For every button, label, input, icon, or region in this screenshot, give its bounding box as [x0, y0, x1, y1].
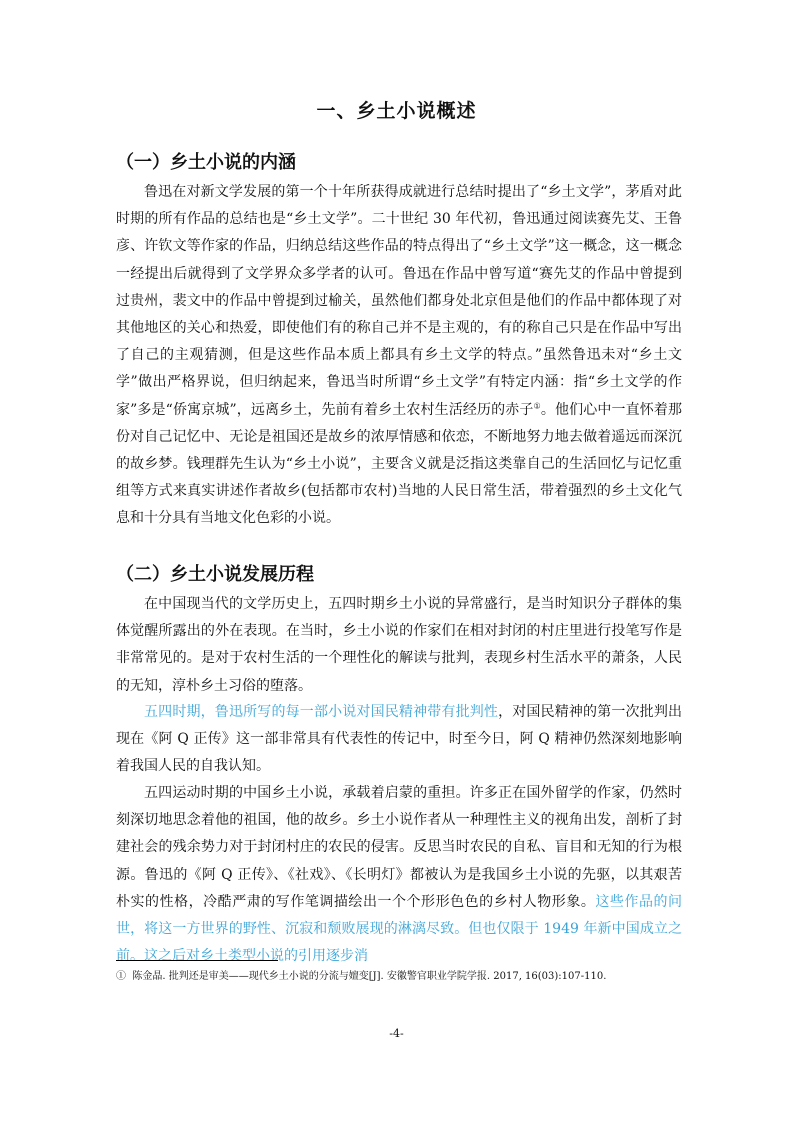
footnote-reference[interactable]: ① [533, 400, 541, 410]
paragraph-3-highlight: 五四时期，鲁迅所写的每一部小说对国民精神带有批判性 [144, 704, 499, 720]
paragraph-2-text: 在中国现当代的文学历史上，五四时期乡土小说的异常盛行，是当时知识分子群体的集体觉醒所露出的外在表现。在当时，乡土小说的作家们在相对封闭的村庄里进行投笔写作是非常常见的。是对于农村生活的一个理性化的解读与批判，表现乡村生活水平的萧条，人民的无知，淳朴乡土习俗的堕落。 [116, 596, 682, 694]
paragraph-4-highlight: 这些作品的问世，将这一方世界的野性、沉寂和颓败展现的淋漓尽致。但也仅限于 1949 年新中国成立之前。这之后对乡土类型小说的引用逐步消 [116, 893, 683, 965]
footnote-divider [116, 960, 278, 961]
page-number: -4- [389, 1027, 404, 1040]
paragraph-2 [116, 591, 682, 700]
paragraph-3-text: ，对国民精神的第一次批判出现在《阿 Q 正传》这一部非常具有代表性的传记中，时至今日，阿 Q 精神仍然深刻地影响着我国人民的自我认知。 [116, 704, 683, 775]
footnote-mark: ① [116, 971, 126, 982]
section-heading-2: （二）乡土小说发展历程 [116, 564, 314, 585]
footnote [116, 970, 696, 984]
footnote-text: 陈金晶. 批判还是审美——现代乡土小说的分流与嬗变[J]. 安徽警官职业学院学报. 2017, 16(03):107-110. [132, 971, 607, 982]
paragraph-1-text-b: 。他们心中一直怀着那份对自己记忆中、无论是祖国还是故乡的浓厚情感和依恋，不断地努力地去做着遥远而深沉的故乡梦。钱理群先生认为“乡土小说”，主要含义就是泛指这类靠自己的生活回忆与记忆重组等方式来真实讲述作者故乡(包括都市农村)当地的人民日常生活，带着强烈的乡土文化气息和十分具有当地文化色彩的小说。 [116, 401, 683, 527]
page-title: 一、乡土小说概述 [316, 100, 477, 122]
paragraph-3 [116, 699, 682, 781]
paragraph-4 [116, 780, 682, 970]
section-heading-1: （一）乡土小说的内涵 [116, 152, 296, 173]
paragraph-1-text-a: 鲁迅在对新文学发展的第一个十年所获得成就进行总结时提出了“乡土文学”，茅盾对此时期的所有作品的总结也是“乡土文学”。二十世纪 30 年代初，鲁迅通过阅读赛先艾、王鲁彦、许钦文等作家的作品，归纳总结这些作品的特点得出了“乡土文学”这一概念，这一概念一经提出后就得到了文学界众多学者的认可。鲁迅在作品中曾写道“赛先艾的作品中曾提到过贵州，裴文中的作品中曾提到过榆关，虽然他们都身处北京但是他们的作品中都体现了对其他地区的关心和热爱，即使他们有的称自己并不是主观的，有的称自己只是在作品中写出了自己的主观猜测，但是这些作品本质上都具有乡土文学的特点。”虽然鲁迅未对“乡土文学”做出严格界说，但归纳起来，鲁迅当时所谓“乡土文学”有特定内涵：指“乡土文学的作家”多是“侨寓京城”，远离乡土，先前有着乡土农村生活经历的赤子 [116, 184, 682, 418]
paragraph-4-text: 五四运动时期的中国乡土小说，承载着启蒙的重担。许多正在国外留学的作家，仍然时刻深切地思念着他的祖国，他的故乡。乡土小说作者从一种理性主义的视角出发，剖析了封建社会的残余势力对于封闭村庄的农民的侵害。反思当时农民的自私、盲目和无知的行为根源。鲁迅的《阿 Q 正传》、《社戏》、《长明灯》都被认为是我国乡土小说的先驱，以其艰苦朴实的性格，冷酷严肃的写作笔调描绘出一个个形形色色的乡村人物形象。 [116, 785, 682, 910]
paragraph-1 [116, 179, 682, 533]
